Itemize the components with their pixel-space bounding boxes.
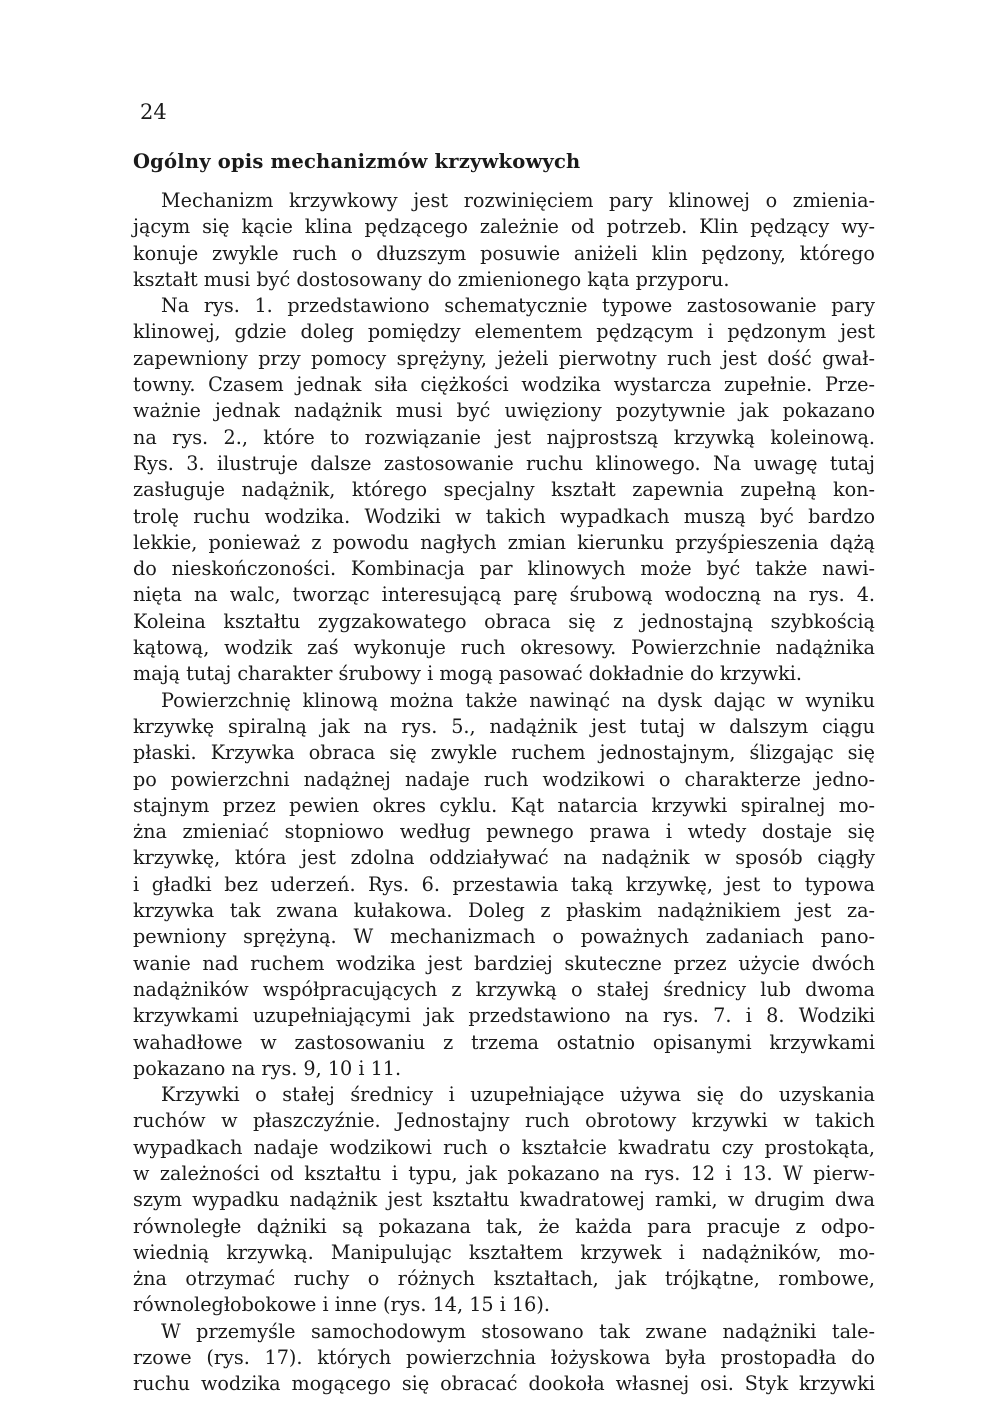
text-line: po powierzchni nadążnej nadaje ruch wodzikowi o charakterze jedno- — [133, 767, 875, 791]
text-line: na rys. 2., które to rozwiązanie jest najprostszą krzywką koleinową. — [133, 425, 875, 449]
text-line: krzywka tak zwana kułakowa. Doleg z płaskim nadążnikiem jest za- — [133, 899, 875, 923]
text-line: ważnie jednak nadążnik musi być uwięziony pozytywnie jak pokazano — [133, 399, 875, 423]
text-line: mają tutaj charakter śrubowy i mogą pasować dokładnie do krzywki. — [133, 662, 803, 686]
text-line: wahadłowe w zastosowaniu z trzema ostatnio opisanymi krzywkami — [133, 1030, 875, 1054]
paragraph — [133, 293, 875, 687]
text-line: W przemyśle samochodowym stosowano tak zwane nadążniki tale- — [161, 1319, 875, 1343]
text-line: Mechanizm krzywkowy jest rozwinięciem pary klinowej o zmienia- — [161, 189, 875, 212]
text-line: stajnym przez pewien okres cyklu. Kąt natarcia krzywki spiralnej mo- — [133, 793, 875, 817]
text-line: żna zmieniać stopniowo według pewnego prawa i wtedy dostaje się — [133, 820, 875, 844]
text-line: kątową, wodzik zaś wykonuje ruch okresowy. Powierzchnie nadążnika — [133, 636, 875, 660]
text-line: Rys. 3. ilustruje dalsze zastosowanie ruchu klinowego. Na uwagę tutaj — [133, 451, 875, 475]
text-line: zapewniony przy pomocy sprężyny, jeżeli pierwotny ruch jest dość gwał- — [133, 346, 875, 370]
body-text — [133, 188, 875, 1398]
text-line: i gładki bez uderzeń. Rys. 6. przestawia taką krzywkę, jest to typowa — [133, 872, 875, 896]
text-line: równoległobokowe i inne (rys. 14, 15 i 16). — [133, 1293, 550, 1317]
text-line: konuje zwykle ruch o dłuzszym posuwie aniżeli klin pędzony, którego — [133, 241, 875, 265]
text-line: wanie nad ruchem wodzika jest bardziej skuteczne przez użycie dwóch — [133, 951, 875, 975]
text-line: wypadkach nadaje wodzikowi ruch o kształcie kwadratu czy prostokąta, — [133, 1135, 875, 1159]
text-line: rzowe (rys. 17). których powierzchnia łożyskowa była prostopadła do — [133, 1346, 875, 1370]
section-heading: Ogólny opis mechanizmów krzywkowych — [133, 150, 581, 173]
text-line: równoległe dążniki są pokazana tak, że każda para pracuje z odpo- — [133, 1214, 875, 1238]
paragraph — [133, 1319, 875, 1398]
text-line: krzywkę, która jest zdolna oddziaływać na nadążnik w sposób ciągły — [133, 846, 875, 870]
text-line: Powierzchnię klinową można także nawinąć na dysk dając w wyniku — [161, 688, 875, 712]
text-line: nięta na walc, tworząc interesującą parę śrubową wodoczną na rys. 4. — [133, 583, 875, 607]
text-line: do nieskończoności. Kombinacja par klinowych może być także nawi- — [133, 557, 875, 581]
text-line: ruchów w płaszczyźnie. Jednostajny ruch obrotowy krzywki w takich — [133, 1109, 875, 1133]
paragraph — [133, 1082, 875, 1319]
page-number: 24 — [140, 100, 167, 124]
paragraph — [133, 688, 875, 1082]
text-line: nadążników współpracujących z krzywką o stałej średnicy lub dwoma — [133, 977, 875, 1001]
text-line: krzywkami uzupełniającymi jak przedstawiono na rys. 7. i 8. Wodziki — [133, 1004, 875, 1028]
text-line: pokazano na rys. 9, 10 i 11. — [133, 1056, 402, 1080]
text-line: płaski. Krzywka obraca się zwykle ruchem jednostajnym, ślizgając się — [133, 741, 875, 765]
text-line: trolę ruchu wodzika. Wodziki w takich wypadkach muszą być bardzo — [133, 504, 875, 528]
text-line: jącym się kącie klina pędzącego zależnie od potrzeb. Klin pędzący wy- — [133, 215, 875, 239]
text-line: ruchu wodzika mogącego się obracać dookoła własnej osi. Styk krzywki — [133, 1372, 875, 1396]
text-line: w zależności od kształtu i typu, jak pokazano na rys. 12 i 13. W pierw- — [133, 1161, 875, 1185]
text-line: klinowej, gdzie doleg pomiędzy elementem pędzącym i pędzonym jest — [133, 320, 875, 344]
text-line: zasługuje nadążnik, którego specjalny kształt zapewnia zupełną kon- — [133, 478, 875, 502]
text-line: kształt musi być dostosowany do zmienionego kąta przyporu. — [133, 267, 730, 291]
text-line: Krzywki o stałej średnicy i uzupełniające używa się do uzyskania — [161, 1083, 875, 1107]
text-line: lekkie, ponieważ z powodu nagłych zmian kierunku przyśpieszenia dążą — [133, 530, 875, 554]
paragraph — [133, 188, 875, 293]
text-line: szym wypadku nadążnik jest kształtu kwadratowej ramki, w drugim dwa — [133, 1188, 875, 1212]
text-line: pewniony sprężyną. W mechanizmach o poważnych zadaniach pano- — [133, 925, 875, 949]
text-line: krzywkę spiralną jak na rys. 5., nadążnik jest tutaj w dalszym ciągu — [133, 714, 875, 738]
text-line: żna otrzymać ruchy o różnych kształtach, jak trójkątne, rombowe, — [133, 1267, 875, 1291]
text-line: Na rys. 1. przedstawiono schematycznie typowe zastosowanie pary — [161, 294, 875, 318]
text-line: Koleina kształtu zygzakowatego obraca się z jednostajną szybkością — [133, 609, 875, 633]
text-line: wiednią krzywką. Manipulując kształtem krzywek i nadążników, mo- — [133, 1240, 875, 1264]
text-line: towny. Czasem jednak siła ciężkości wodzika wystarcza zupełnie. Prze- — [133, 373, 875, 397]
